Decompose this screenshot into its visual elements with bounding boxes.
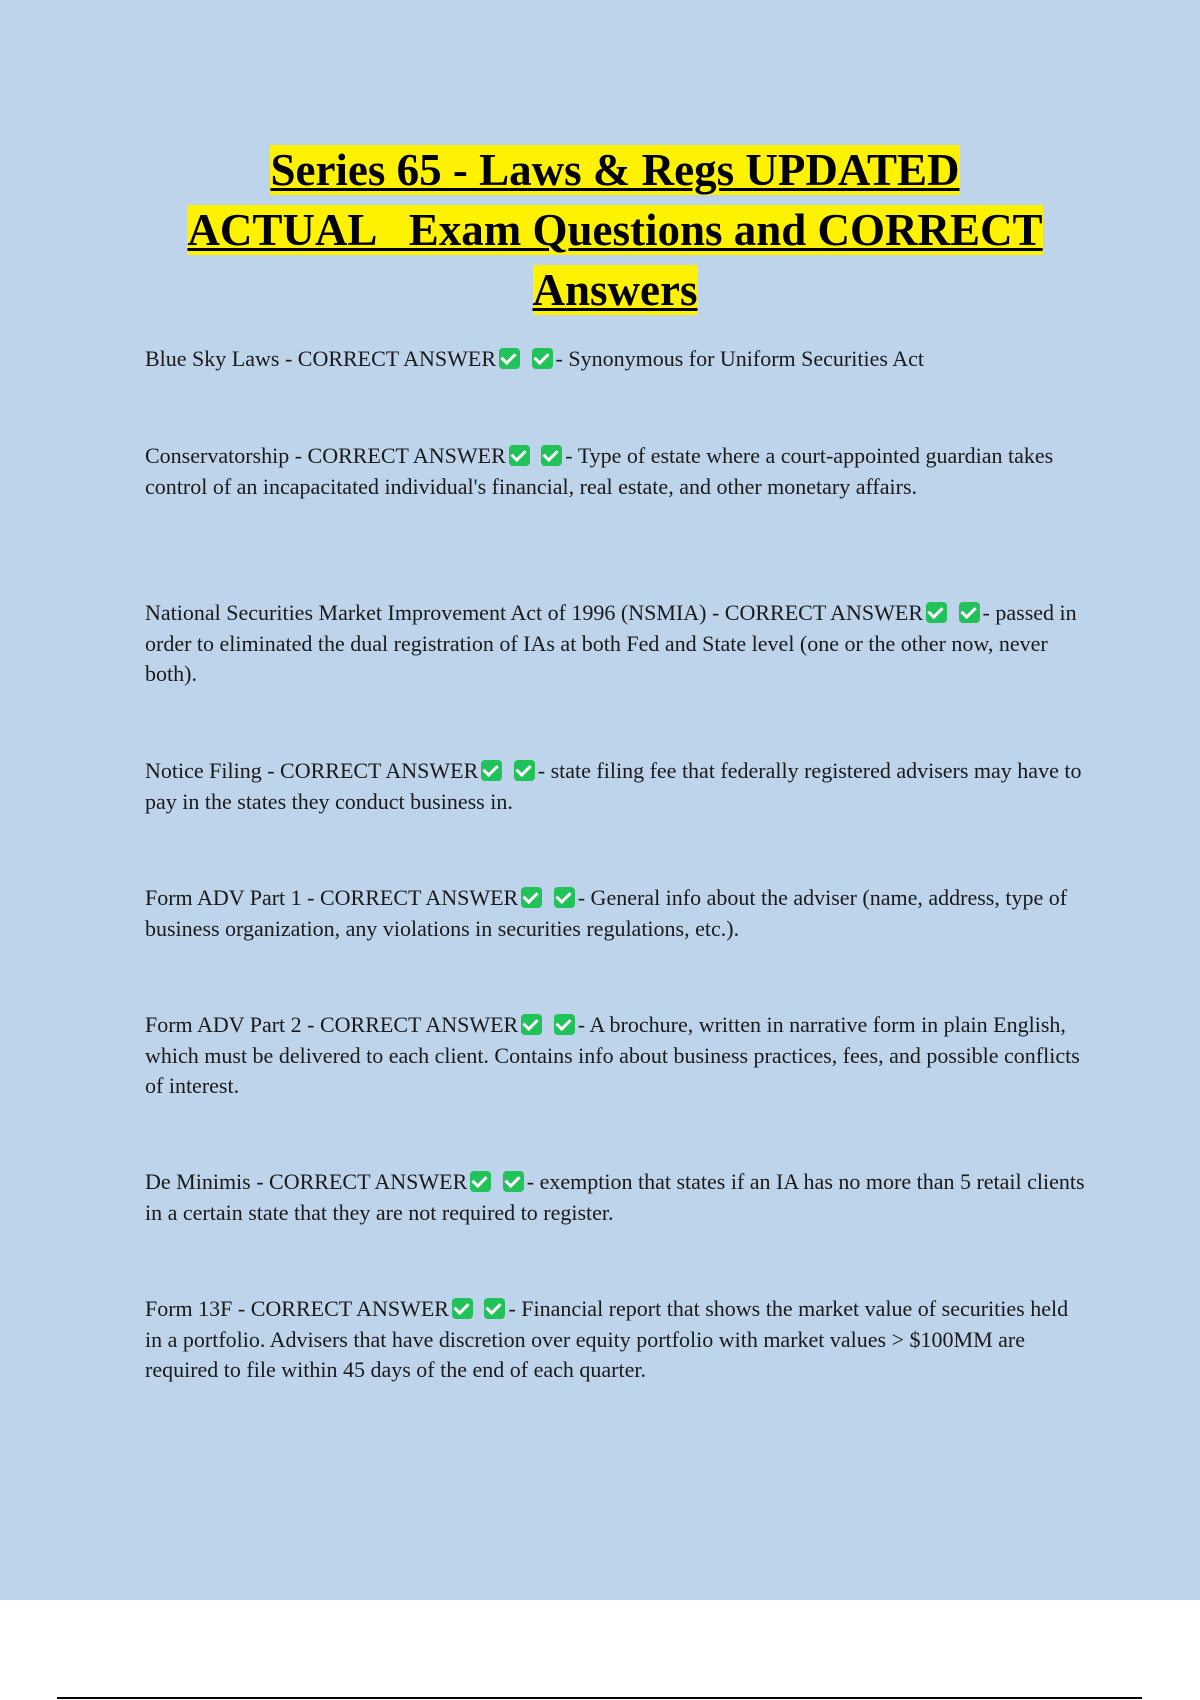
entry-term: National Securities Market Improvement Act of 1996 (NSMIA) - CORRECT ANSWER — [145, 600, 924, 625]
checkmark-icon — [509, 445, 530, 466]
checkmark-icon — [532, 348, 553, 369]
entry-term: Form 13F - CORRECT ANSWER — [145, 1296, 449, 1321]
title-line-3: Answers — [532, 265, 698, 315]
entry-definition: - A brochure, written in narrative form in plain English, which must be delivered to each client. Contains info about business practices, fees, and possible conflicts of interest. — [145, 1012, 1080, 1098]
checkmark-icon — [470, 1171, 491, 1192]
entry-blue-sky-laws — [145, 344, 1090, 375]
title-line-2: ACTUAL Exam Questions and CORRECT — [187, 205, 1043, 255]
entry-definition: - General info about the adviser (name, address, type of business organization, any violations in securities regulations, etc.). — [145, 885, 1068, 941]
entry-term: Notice Filing - CORRECT ANSWER — [145, 758, 479, 783]
entry-definition: - Synonymous for Uniform Securities Act — [555, 346, 924, 371]
title-line-1: Series 65 - Laws & Regs UPDATED — [270, 145, 960, 195]
checkmark-icon — [499, 348, 520, 369]
entry-nsmia — [145, 598, 1090, 690]
checkmark-icon — [554, 1014, 575, 1035]
checkmark-icon — [541, 445, 562, 466]
entry-term: Form ADV Part 2 - CORRECT ANSWER — [145, 1012, 519, 1037]
checkmark-icon — [484, 1298, 505, 1319]
checkmark-icon — [521, 1014, 542, 1035]
checkmark-icon — [481, 760, 502, 781]
checkmark-icon — [959, 602, 980, 623]
checkmark-icon — [503, 1171, 524, 1192]
checkmark-icon — [521, 887, 542, 908]
entry-notice-filing — [145, 756, 1090, 817]
checkmark-icon — [554, 887, 575, 908]
footer-divider — [57, 1697, 1142, 1699]
entry-de-minimis — [145, 1167, 1090, 1228]
entry-conservatorship — [145, 441, 1090, 502]
entry-definition: - exemption that states if an IA has no more than 5 retail clients in a certain state that they are not required to register. — [145, 1169, 1085, 1225]
entry-form-adv-part-1 — [145, 883, 1090, 944]
checkmark-icon — [926, 602, 947, 623]
entry-term: De Minimis - CORRECT ANSWER — [145, 1169, 468, 1194]
document-title — [145, 140, 1085, 320]
entry-term: Conservatorship - CORRECT ANSWER — [145, 443, 506, 468]
checkmark-icon — [452, 1298, 473, 1319]
checkmark-icon — [514, 760, 535, 781]
entry-definition: - state filing fee that federally registered advisers may have to pay in the states they conduct business in. — [145, 758, 1082, 814]
entry-form-13f — [145, 1294, 1090, 1386]
entry-definition: - Type of estate where a court-appointed guardian takes control of an incapacitated individual's financial, real estate, and other monetary affairs. — [145, 443, 1054, 499]
entry-term: Form ADV Part 1 - CORRECT ANSWER — [145, 885, 519, 910]
entry-definition: - Financial report that shows the market value of securities held in a portfolio. Advisers that have discretion over equity portfolio with market values > $100MM are required to file within 45 days of the end of each quarter. — [145, 1296, 1069, 1382]
entry-term: Blue Sky Laws - CORRECT ANSWER — [145, 346, 497, 371]
entry-definition: - passed in order to eliminated the dual registration of IAs at both Fed and State level (one or the other now, never both). — [145, 600, 1077, 686]
entry-form-adv-part-2 — [145, 1010, 1090, 1102]
